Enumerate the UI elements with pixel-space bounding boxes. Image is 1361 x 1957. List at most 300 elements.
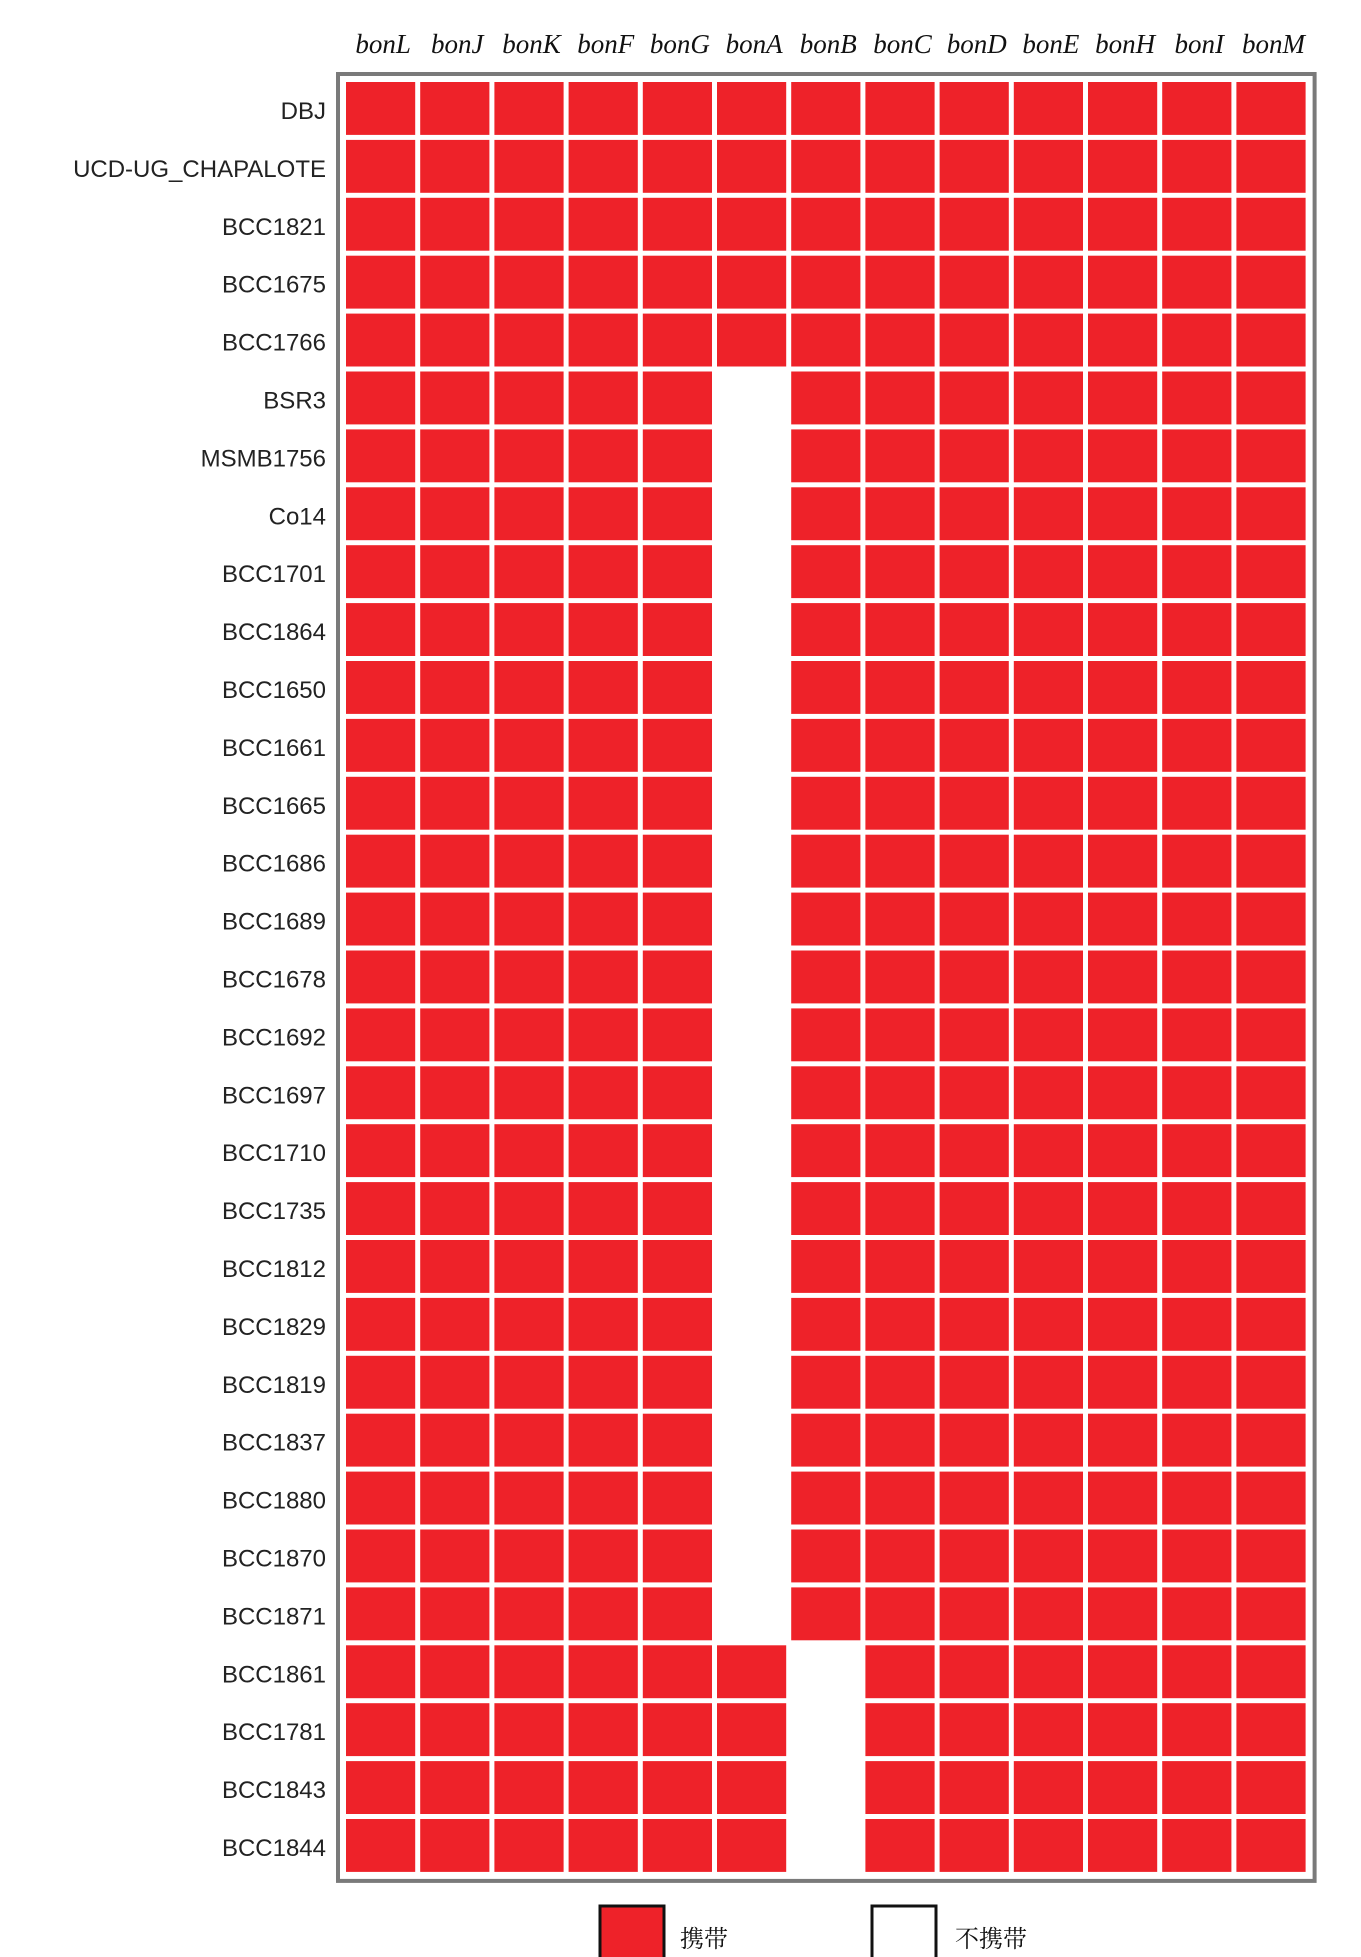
cell-BCC1697-bonB [791, 1066, 860, 1119]
cell-BCC1689-bonG [643, 893, 712, 946]
cell-BSR3-bonE [1014, 372, 1083, 425]
cell-BCC1871-bonB [791, 1587, 860, 1640]
cell-BCC1837-bonK [494, 1414, 563, 1467]
cell-BCC1821-bonK [494, 198, 563, 251]
cell-BCC1844-bonM [1236, 1819, 1305, 1872]
cell-BCC1871-bonC [865, 1587, 934, 1640]
cell-BCC1710-bonI [1162, 1124, 1231, 1177]
cell-BCC1861-bonK [494, 1645, 563, 1698]
cell-BCC1735-bonB [791, 1182, 860, 1235]
cell-BCC1864-bonC [865, 603, 934, 656]
cell-BSR3-bonD [940, 372, 1009, 425]
cell-BCC1701-bonA [717, 545, 786, 598]
cell-BCC1697-bonH [1088, 1066, 1157, 1119]
cell-MSMB1756-bonJ [420, 429, 489, 482]
cell-BCC1675-bonD [940, 256, 1009, 309]
cell-BCC1819-bonM [1236, 1356, 1305, 1409]
column-label-bonK: bonK [502, 29, 561, 59]
cell-BCC1844-bonD [940, 1819, 1009, 1872]
row-label-BCC1692: BCC1692 [221, 1024, 326, 1052]
cell-BCC1864-bonA [717, 603, 786, 656]
cell-BCC1880-bonF [569, 1472, 638, 1525]
cell-BCC1710-bonE [1014, 1124, 1083, 1177]
cell-BSR3-bonC [865, 372, 934, 425]
cell-BCC1692-bonG [643, 1008, 712, 1061]
cell-BCC1650-bonL [346, 661, 415, 714]
cell-BCC1819-bonB [791, 1356, 860, 1409]
cell-BCC1675-bonC [865, 256, 934, 309]
cell-BCC1710-bonL [346, 1124, 415, 1177]
cell-BCC1871-bonG [643, 1587, 712, 1640]
cell-BCC1844-bonG [643, 1819, 712, 1872]
cell-BCC1689-bonB [791, 893, 860, 946]
column-label-bonE: bonE [1022, 29, 1080, 59]
cell-BCC1661-bonB [791, 719, 860, 772]
cell-BCC1844-bonI [1162, 1819, 1231, 1872]
cell-BCC1678-bonA [717, 951, 786, 1004]
cell-BCC1678-bonH [1088, 951, 1157, 1004]
cell-BCC1781-bonF [569, 1703, 638, 1756]
cell-BCC1661-bonE [1014, 719, 1083, 772]
cell-UCD-UG_CHAPALOTE-bonL [346, 140, 415, 193]
cell-BCC1864-bonH [1088, 603, 1157, 656]
cell-BCC1735-bonK [494, 1182, 563, 1235]
cell-BCC1871-bonE [1014, 1587, 1083, 1640]
cell-BCC1686-bonJ [420, 835, 489, 888]
cell-BCC1844-bonC [865, 1819, 934, 1872]
cell-BCC1678-bonJ [420, 951, 489, 1004]
cell-DBJ-bonD [940, 82, 1009, 135]
cell-BCC1678-bonD [940, 951, 1009, 1004]
cell-BCC1689-bonH [1088, 893, 1157, 946]
cell-BCC1692-bonI [1162, 1008, 1231, 1061]
cell-BCC1864-bonD [940, 603, 1009, 656]
cell-BCC1819-bonC [865, 1356, 934, 1409]
row-label-BCC1812: BCC1812 [221, 1255, 326, 1283]
cell-BCC1650-bonH [1088, 661, 1157, 714]
cell-MSMB1756-bonG [643, 429, 712, 482]
cell-BCC1864-bonF [569, 603, 638, 656]
cell-BCC1812-bonH [1088, 1240, 1157, 1293]
cell-BCC1710-bonK [494, 1124, 563, 1177]
cell-BCC1871-bonL [346, 1587, 415, 1640]
cell-BCC1821-bonA [717, 198, 786, 251]
cell-BCC1686-bonI [1162, 835, 1231, 888]
cell-BSR3-bonM [1236, 372, 1305, 425]
cell-BCC1697-bonF [569, 1066, 638, 1119]
cell-BCC1829-bonG [643, 1298, 712, 1351]
cell-BCC1650-bonM [1236, 661, 1305, 714]
cell-BCC1697-bonK [494, 1066, 563, 1119]
cell-BCC1701-bonJ [420, 545, 489, 598]
cell-BCC1692-bonJ [420, 1008, 489, 1061]
cell-BCC1843-bonI [1162, 1761, 1231, 1814]
cell-BCC1678-bonM [1236, 951, 1305, 1004]
cell-BCC1650-bonC [865, 661, 934, 714]
row-label-BCC1844: BCC1844 [221, 1834, 326, 1862]
cell-BCC1880-bonD [940, 1472, 1009, 1525]
cell-BCC1829-bonA [717, 1298, 786, 1351]
cell-Co14-bonK [494, 487, 563, 540]
cell-MSMB1756-bonD [940, 429, 1009, 482]
cell-BCC1844-bonH [1088, 1819, 1157, 1872]
cell-BCC1701-bonH [1088, 545, 1157, 598]
cell-BSR3-bonB [791, 372, 860, 425]
cell-BCC1821-bonH [1088, 198, 1157, 251]
cell-BCC1689-bonE [1014, 893, 1083, 946]
cell-BCC1692-bonD [940, 1008, 1009, 1061]
column-labels [355, 29, 1306, 59]
cell-BCC1697-bonL [346, 1066, 415, 1119]
cell-BCC1781-bonK [494, 1703, 563, 1756]
cell-UCD-UG_CHAPALOTE-bonD [940, 140, 1009, 193]
cell-BCC1697-bonM [1236, 1066, 1305, 1119]
cell-BCC1870-bonJ [420, 1530, 489, 1583]
cell-BCC1701-bonI [1162, 545, 1231, 598]
cell-BCC1661-bonH [1088, 719, 1157, 772]
cell-BCC1843-bonB [791, 1761, 860, 1814]
cell-Co14-bonM [1236, 487, 1305, 540]
row-label-BCC1829: BCC1829 [221, 1313, 326, 1341]
cell-BCC1861-bonE [1014, 1645, 1083, 1698]
cell-BCC1766-bonD [940, 314, 1009, 367]
cell-BCC1870-bonC [865, 1530, 934, 1583]
cell-BCC1837-bonJ [420, 1414, 489, 1467]
row-label-Co14: Co14 [268, 503, 326, 531]
cell-BCC1844-bonB [791, 1819, 860, 1872]
cell-BCC1829-bonK [494, 1298, 563, 1351]
cell-BCC1692-bonH [1088, 1008, 1157, 1061]
row-label-BCC1735: BCC1735 [221, 1198, 326, 1226]
cell-BSR3-bonJ [420, 372, 489, 425]
cell-BCC1697-bonG [643, 1066, 712, 1119]
cell-BCC1781-bonL [346, 1703, 415, 1756]
cell-BCC1665-bonI [1162, 777, 1231, 830]
cell-BCC1821-bonI [1162, 198, 1231, 251]
cell-BCC1650-bonI [1162, 661, 1231, 714]
row-label-BCC1819: BCC1819 [221, 1371, 326, 1399]
cell-BCC1710-bonC [865, 1124, 934, 1177]
cell-BCC1837-bonE [1014, 1414, 1083, 1467]
cell-BCC1843-bonC [865, 1761, 934, 1814]
cell-BCC1821-bonG [643, 198, 712, 251]
cell-BCC1665-bonG [643, 777, 712, 830]
cell-BCC1829-bonL [346, 1298, 415, 1351]
cell-BCC1665-bonJ [420, 777, 489, 830]
cell-UCD-UG_CHAPALOTE-bonE [1014, 140, 1083, 193]
cell-BCC1870-bonL [346, 1530, 415, 1583]
cell-BCC1686-bonD [940, 835, 1009, 888]
cell-BCC1861-bonH [1088, 1645, 1157, 1698]
cell-BCC1697-bonE [1014, 1066, 1083, 1119]
cell-BCC1665-bonF [569, 777, 638, 830]
cell-BCC1843-bonM [1236, 1761, 1305, 1814]
cell-UCD-UG_CHAPALOTE-bonJ [420, 140, 489, 193]
cell-BCC1710-bonF [569, 1124, 638, 1177]
cell-BCC1735-bonC [865, 1182, 934, 1235]
cell-Co14-bonD [940, 487, 1009, 540]
cell-BCC1675-bonF [569, 256, 638, 309]
cell-BCC1661-bonD [940, 719, 1009, 772]
row-label-BCC1821: BCC1821 [221, 213, 326, 241]
cell-BCC1812-bonC [865, 1240, 934, 1293]
cell-BCC1766-bonG [643, 314, 712, 367]
cell-Co14-bonE [1014, 487, 1083, 540]
cell-BCC1735-bonH [1088, 1182, 1157, 1235]
cell-BCC1844-bonA [717, 1819, 786, 1872]
cell-BCC1861-bonB [791, 1645, 860, 1698]
cell-BCC1843-bonD [940, 1761, 1009, 1814]
cell-BCC1689-bonL [346, 893, 415, 946]
cell-BCC1861-bonM [1236, 1645, 1305, 1698]
cell-BCC1861-bonC [865, 1645, 934, 1698]
cell-BCC1812-bonE [1014, 1240, 1083, 1293]
cell-BCC1880-bonI [1162, 1472, 1231, 1525]
cell-UCD-UG_CHAPALOTE-bonC [865, 140, 934, 193]
cell-BCC1686-bonG [643, 835, 712, 888]
row-label-BCC1697: BCC1697 [221, 1082, 326, 1110]
cell-DBJ-bonJ [420, 82, 489, 135]
cell-BCC1710-bonD [940, 1124, 1009, 1177]
cell-BCC1812-bonB [791, 1240, 860, 1293]
cell-BCC1697-bonJ [420, 1066, 489, 1119]
cell-BCC1665-bonM [1236, 777, 1305, 830]
cell-BCC1686-bonL [346, 835, 415, 888]
column-label-bonL: bonL [355, 29, 411, 59]
cell-BCC1661-bonI [1162, 719, 1231, 772]
cell-BCC1871-bonJ [420, 1587, 489, 1640]
cell-Co14-bonL [346, 487, 415, 540]
cell-BCC1781-bonD [940, 1703, 1009, 1756]
cell-BCC1710-bonJ [420, 1124, 489, 1177]
cell-BCC1864-bonB [791, 603, 860, 656]
cell-BCC1870-bonA [717, 1530, 786, 1583]
cell-BCC1665-bonD [940, 777, 1009, 830]
cell-BCC1843-bonJ [420, 1761, 489, 1814]
cell-BCC1819-bonL [346, 1356, 415, 1409]
cell-Co14-bonA [717, 487, 786, 540]
cell-UCD-UG_CHAPALOTE-bonM [1236, 140, 1305, 193]
cell-DBJ-bonI [1162, 82, 1231, 135]
cell-BCC1701-bonB [791, 545, 860, 598]
cell-UCD-UG_CHAPALOTE-bonG [643, 140, 712, 193]
row-label-BCC1650: BCC1650 [221, 676, 326, 704]
cell-BCC1678-bonK [494, 951, 563, 1004]
cell-BSR3-bonK [494, 372, 563, 425]
cell-BCC1686-bonE [1014, 835, 1083, 888]
cell-BCC1661-bonA [717, 719, 786, 772]
cell-MSMB1756-bonF [569, 429, 638, 482]
row-label-BSR3: BSR3 [263, 387, 326, 415]
cell-BCC1837-bonG [643, 1414, 712, 1467]
cell-BCC1781-bonM [1236, 1703, 1305, 1756]
row-label-BCC1864: BCC1864 [221, 619, 326, 647]
cell-BCC1697-bonC [865, 1066, 934, 1119]
cell-BCC1692-bonB [791, 1008, 860, 1061]
cell-BCC1689-bonI [1162, 893, 1231, 946]
cell-Co14-bonJ [420, 487, 489, 540]
cell-BCC1843-bonG [643, 1761, 712, 1814]
cell-BCC1821-bonJ [420, 198, 489, 251]
cell-BCC1837-bonL [346, 1414, 415, 1467]
cell-UCD-UG_CHAPALOTE-bonF [569, 140, 638, 193]
column-label-bonD: bonD [946, 29, 1007, 59]
cell-BCC1678-bonF [569, 951, 638, 1004]
cell-BCC1697-bonA [717, 1066, 786, 1119]
cell-BCC1861-bonF [569, 1645, 638, 1698]
cell-BCC1781-bonB [791, 1703, 860, 1756]
cell-BCC1689-bonD [940, 893, 1009, 946]
cell-DBJ-bonH [1088, 82, 1157, 135]
cell-BCC1650-bonA [717, 661, 786, 714]
cell-BCC1870-bonK [494, 1530, 563, 1583]
cell-UCD-UG_CHAPALOTE-bonB [791, 140, 860, 193]
cell-BCC1686-bonF [569, 835, 638, 888]
cell-DBJ-bonK [494, 82, 563, 135]
cell-BCC1843-bonL [346, 1761, 415, 1814]
cell-BCC1686-bonM [1236, 835, 1305, 888]
cell-Co14-bonG [643, 487, 712, 540]
cell-UCD-UG_CHAPALOTE-bonI [1162, 140, 1231, 193]
cell-BCC1661-bonJ [420, 719, 489, 772]
cell-BCC1837-bonD [940, 1414, 1009, 1467]
column-label-bonB: bonB [799, 29, 857, 59]
cell-BCC1665-bonK [494, 777, 563, 830]
row-label-BCC1781: BCC1781 [221, 1719, 326, 1747]
cell-BCC1766-bonJ [420, 314, 489, 367]
row-label-BCC1870: BCC1870 [221, 1545, 326, 1573]
cell-MSMB1756-bonC [865, 429, 934, 482]
cell-BCC1812-bonF [569, 1240, 638, 1293]
cell-BCC1829-bonF [569, 1298, 638, 1351]
cell-BCC1864-bonM [1236, 603, 1305, 656]
cell-MSMB1756-bonK [494, 429, 563, 482]
cell-BCC1861-bonG [643, 1645, 712, 1698]
cell-BCC1661-bonL [346, 719, 415, 772]
cell-BCC1766-bonC [865, 314, 934, 367]
cell-MSMB1756-bonA [717, 429, 786, 482]
cell-BCC1844-bonK [494, 1819, 563, 1872]
cell-BCC1819-bonE [1014, 1356, 1083, 1409]
cell-BCC1880-bonM [1236, 1472, 1305, 1525]
cell-BCC1781-bonH [1088, 1703, 1157, 1756]
cell-BCC1843-bonH [1088, 1761, 1157, 1814]
column-label-bonF: bonF [577, 29, 635, 59]
cell-BCC1870-bonB [791, 1530, 860, 1583]
cell-BCC1880-bonE [1014, 1472, 1083, 1525]
cell-BCC1812-bonA [717, 1240, 786, 1293]
cell-BCC1819-bonD [940, 1356, 1009, 1409]
cell-BCC1819-bonG [643, 1356, 712, 1409]
cell-BCC1686-bonA [717, 835, 786, 888]
cell-BCC1650-bonE [1014, 661, 1083, 714]
cell-BCC1880-bonJ [420, 1472, 489, 1525]
cell-DBJ-bonG [643, 82, 712, 135]
cell-BCC1675-bonE [1014, 256, 1083, 309]
cell-BCC1689-bonK [494, 893, 563, 946]
cell-BCC1710-bonH [1088, 1124, 1157, 1177]
cell-BCC1678-bonG [643, 951, 712, 1004]
column-label-bonA: bonA [725, 29, 783, 59]
row-label-DBJ: DBJ [280, 97, 326, 125]
cell-BCC1870-bonG [643, 1530, 712, 1583]
cell-BCC1678-bonB [791, 951, 860, 1004]
cell-BCC1692-bonC [865, 1008, 934, 1061]
cell-BCC1675-bonK [494, 256, 563, 309]
cell-BCC1870-bonH [1088, 1530, 1157, 1583]
cell-BCC1880-bonK [494, 1472, 563, 1525]
cell-BCC1686-bonH [1088, 835, 1157, 888]
cell-BCC1710-bonG [643, 1124, 712, 1177]
cell-BCC1837-bonF [569, 1414, 638, 1467]
cell-UCD-UG_CHAPALOTE-bonA [717, 140, 786, 193]
cell-BCC1692-bonL [346, 1008, 415, 1061]
cell-BSR3-bonH [1088, 372, 1157, 425]
cell-BCC1665-bonH [1088, 777, 1157, 830]
column-label-bonH: bonH [1095, 29, 1156, 59]
cell-BCC1689-bonM [1236, 893, 1305, 946]
cell-BCC1675-bonM [1236, 256, 1305, 309]
row-label-UCD-UG_CHAPALOTE: UCD-UG_CHAPALOTE [73, 155, 326, 183]
cell-BCC1735-bonA [717, 1182, 786, 1235]
cell-BCC1689-bonA [717, 893, 786, 946]
cell-BCC1701-bonL [346, 545, 415, 598]
cell-BCC1735-bonG [643, 1182, 712, 1235]
cell-BCC1871-bonM [1236, 1587, 1305, 1640]
cell-BCC1661-bonC [865, 719, 934, 772]
cell-MSMB1756-bonM [1236, 429, 1305, 482]
cell-BCC1661-bonK [494, 719, 563, 772]
cell-Co14-bonI [1162, 487, 1231, 540]
row-label-BCC1665: BCC1665 [221, 792, 326, 820]
cell-BSR3-bonA [717, 372, 786, 425]
cell-BCC1781-bonI [1162, 1703, 1231, 1756]
cell-BCC1692-bonF [569, 1008, 638, 1061]
cell-BCC1766-bonM [1236, 314, 1305, 367]
cell-BCC1864-bonL [346, 603, 415, 656]
cell-BCC1675-bonB [791, 256, 860, 309]
cell-DBJ-bonE [1014, 82, 1083, 135]
row-label-BCC1880: BCC1880 [221, 1487, 326, 1515]
cell-UCD-UG_CHAPALOTE-bonH [1088, 140, 1157, 193]
cell-BCC1870-bonM [1236, 1530, 1305, 1583]
cell-BCC1829-bonH [1088, 1298, 1157, 1351]
cell-BCC1861-bonI [1162, 1645, 1231, 1698]
cell-BSR3-bonF [569, 372, 638, 425]
cell-BCC1843-bonE [1014, 1761, 1083, 1814]
cell-BCC1692-bonM [1236, 1008, 1305, 1061]
cell-BCC1661-bonM [1236, 719, 1305, 772]
cell-BCC1665-bonL [346, 777, 415, 830]
cell-BCC1843-bonK [494, 1761, 563, 1814]
cell-BCC1812-bonI [1162, 1240, 1231, 1293]
cell-BCC1675-bonI [1162, 256, 1231, 309]
cell-BCC1880-bonL [346, 1472, 415, 1525]
row-label-BCC1837: BCC1837 [221, 1429, 326, 1457]
cell-BCC1812-bonD [940, 1240, 1009, 1293]
cell-BCC1650-bonJ [420, 661, 489, 714]
cell-BCC1837-bonM [1236, 1414, 1305, 1467]
cell-BCC1812-bonK [494, 1240, 563, 1293]
cell-BCC1844-bonE [1014, 1819, 1083, 1872]
row-label-BCC1661: BCC1661 [221, 734, 326, 762]
row-label-BCC1678: BCC1678 [221, 966, 326, 994]
cell-BCC1665-bonC [865, 777, 934, 830]
cell-BCC1864-bonJ [420, 603, 489, 656]
cell-BCC1686-bonC [865, 835, 934, 888]
cell-BCC1689-bonF [569, 893, 638, 946]
cell-BCC1661-bonG [643, 719, 712, 772]
